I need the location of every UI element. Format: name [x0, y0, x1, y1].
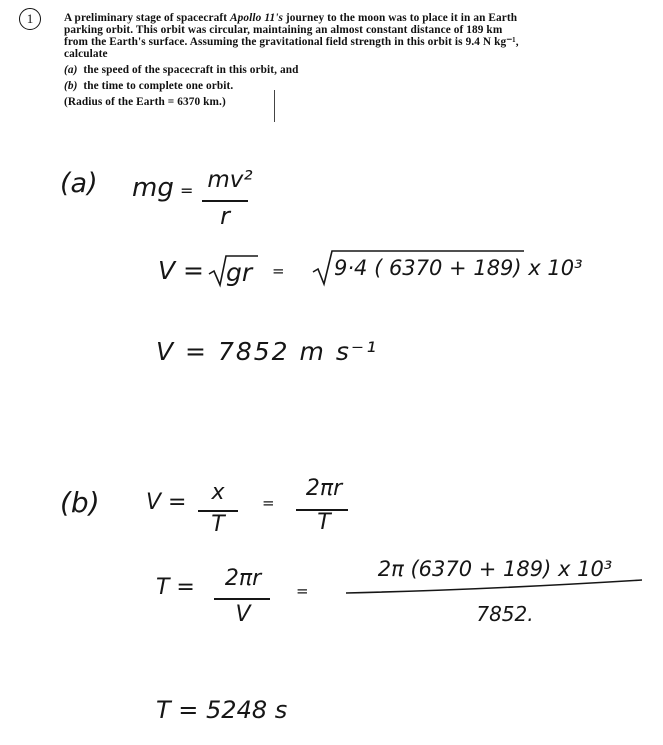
b-eq2-den1: V	[235, 602, 251, 627]
b-eq2-equals: =	[296, 582, 309, 600]
b-eq2-num1: 2πr	[224, 566, 262, 591]
question-number-circle	[19, 8, 41, 30]
b-eq1-den1: T	[211, 512, 225, 537]
b-eq2-bar1	[214, 598, 270, 600]
b-eq3-result: T = 5248 s	[156, 696, 288, 724]
b-eq1-num1: x	[211, 480, 225, 505]
b-eq2-den2: 7852.	[476, 602, 534, 626]
part-b-prompt: (b) the time to complete one orbit.	[64, 80, 234, 92]
part-a-prompt: (a) the speed of the spacecraft in this orbit, and	[64, 64, 299, 76]
a-eq2-sqrt1-radicand: gr	[226, 258, 253, 287]
a-eq1-denominator: r	[220, 202, 230, 230]
b-eq1-equals: =	[262, 494, 275, 512]
a-eq2-lhs: V =	[158, 256, 204, 285]
b-eq1-den2: T	[317, 510, 331, 535]
b-eq1-lhs: V =	[146, 490, 187, 515]
radius-note: (Radius of the Earth = 6370 km.)	[64, 96, 226, 108]
a-eq2-sqrt2-radicand: 9·4 ( 6370 + 189) x 10³	[334, 256, 583, 280]
a-eq1-equals: =	[180, 181, 194, 200]
b-eq2-bar2	[345, 578, 645, 596]
question-line-1: A preliminary stage of spacecraft Apollo 11's journey to the moon was to place it in an Earth	[64, 12, 518, 24]
b-eq2-lhs: T =	[156, 575, 195, 600]
b-eq1-num2: 2πr	[305, 476, 343, 501]
question-text	[64, 12, 544, 108]
a-eq1-lhs: mg	[132, 173, 174, 203]
a-eq2-equals: =	[272, 262, 285, 280]
answer-a-label: (a)	[60, 168, 98, 199]
question-line-3: from the Earth's surface. Assuming the gravitational field strength in this orbit is 9.4 N kg⁻¹,	[64, 36, 519, 48]
question-number: 1	[26, 11, 34, 26]
a-eq1-numerator: mv²	[207, 167, 253, 193]
question-line-2: parking orbit. This orbit was circular, maintaining an almost constant distance of 189 km	[64, 24, 503, 36]
answer-b-label: (b)	[60, 486, 100, 519]
question-line-4: calculate	[64, 48, 108, 60]
a-eq2-sqrt1-sign	[208, 254, 228, 288]
margin-mark	[274, 90, 275, 122]
a-eq3-result: V = 7852 m s⁻¹	[156, 337, 379, 366]
b-eq2-num2: 2π (6370 + 189) x 10³	[377, 557, 613, 581]
